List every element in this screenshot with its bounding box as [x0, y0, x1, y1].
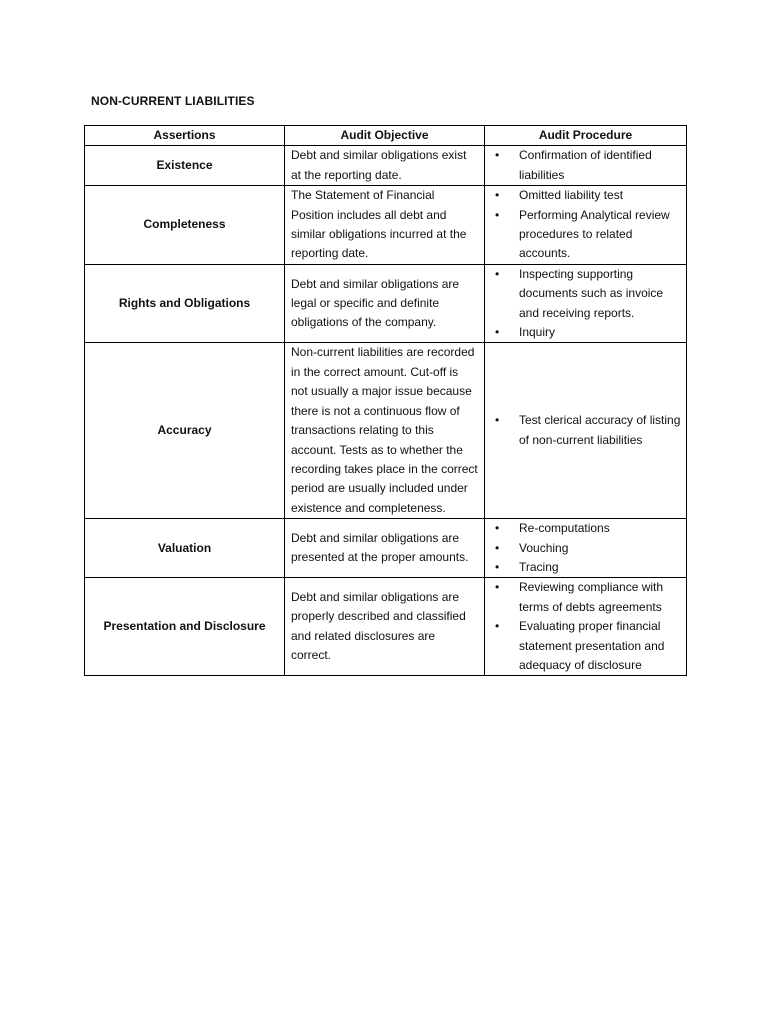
procedure-item	[485, 323, 682, 342]
procedure-text: Test clerical accuracy of listing of non-current liabilities	[519, 413, 681, 447]
procedure-item	[485, 558, 682, 577]
table-row	[85, 578, 687, 676]
assertion-cell: Presentation and Disclosure	[85, 578, 285, 676]
procedure-item	[485, 578, 682, 617]
bullet-icon: •	[495, 521, 500, 536]
table-header-row	[85, 126, 687, 146]
assertion-cell: Existence	[85, 146, 285, 186]
header-audit-objective: Audit Objective	[285, 126, 485, 146]
assertion-cell: Completeness	[85, 186, 285, 265]
procedure-list	[485, 578, 682, 675]
procedure-list	[485, 265, 682, 343]
assertion-cell: Accuracy	[85, 343, 285, 519]
bullet-icon: •	[495, 540, 500, 555]
procedure-item	[485, 617, 682, 675]
procedure-cell	[485, 343, 687, 519]
procedure-item	[485, 206, 682, 264]
bullet-icon: •	[495, 559, 500, 574]
table-row	[85, 264, 687, 343]
bullet-icon: •	[495, 325, 500, 340]
procedure-cell	[485, 186, 687, 265]
bullet-icon: •	[495, 413, 500, 428]
bullet-icon: •	[495, 619, 500, 634]
procedure-cell	[485, 146, 687, 186]
audit-table	[84, 125, 687, 676]
procedure-text: Evaluating proper financial statement presentation and adequacy of disclosure	[519, 619, 665, 672]
bullet-icon: •	[495, 580, 500, 595]
procedure-item	[485, 539, 682, 558]
procedure-list	[485, 411, 682, 450]
procedure-item	[485, 411, 682, 450]
objective-cell: Debt and similar obligations are properly described and classified and related disclosures are correct.	[285, 578, 485, 676]
procedure-cell	[485, 578, 687, 676]
table-row	[85, 186, 687, 265]
objective-cell: Debt and similar obligations exist at the reporting date.	[285, 146, 485, 186]
document-title: NON-CURRENT LIABILITIES	[91, 94, 255, 108]
procedure-item	[485, 519, 682, 538]
table-row	[85, 146, 687, 186]
procedure-text: Vouching	[519, 540, 569, 555]
procedure-list	[485, 146, 682, 185]
procedure-list	[485, 186, 682, 264]
objective-cell: The Statement of Financial Position includes all debt and similar obligations incurred at the reporting date.	[285, 186, 485, 265]
objective-cell: Debt and similar obligations are presented at the proper amounts.	[285, 519, 485, 578]
procedure-text: Inquiry	[519, 325, 556, 340]
assertion-cell: Rights and Obligations	[85, 264, 285, 343]
bullet-icon: •	[495, 207, 500, 222]
bullet-icon: •	[495, 148, 500, 163]
objective-cell: Debt and similar obligations are legal or specific and definite obligations of the company.	[285, 264, 485, 343]
procedure-list	[485, 519, 682, 577]
header-audit-procedure: Audit Procedure	[485, 126, 687, 146]
bullet-icon: •	[495, 266, 500, 281]
procedure-text: Inspecting supporting documents such as invoice and receiving reports.	[519, 266, 664, 320]
procedure-cell	[485, 519, 687, 578]
objective-cell: Non-current liabilities are recorded in the correct amount. Cut-off is not usually a major issue because there is not a continuous flow of transactions relating to this account. Tests as to whether the recording takes place in the correct period are usually included under existence and completeness.	[285, 343, 485, 519]
procedure-text: Omitted liability test	[519, 188, 624, 203]
header-assertions: Assertions	[85, 126, 285, 146]
procedure-item	[485, 146, 682, 185]
procedure-cell	[485, 264, 687, 343]
procedure-text: Tracing	[519, 559, 559, 574]
bullet-icon: •	[495, 188, 500, 203]
procedure-text: Confirmation of identified liabilities	[519, 148, 652, 182]
procedure-text: Performing Analytical review procedures to related accounts.	[519, 207, 670, 261]
procedure-text: Reviewing compliance with terms of debts agreements	[519, 580, 664, 614]
procedure-item	[485, 186, 682, 205]
table-row	[85, 343, 687, 519]
assertion-cell: Valuation	[85, 519, 285, 578]
table-row	[85, 519, 687, 578]
procedure-text: Re-computations	[519, 521, 610, 536]
procedure-item	[485, 265, 682, 323]
